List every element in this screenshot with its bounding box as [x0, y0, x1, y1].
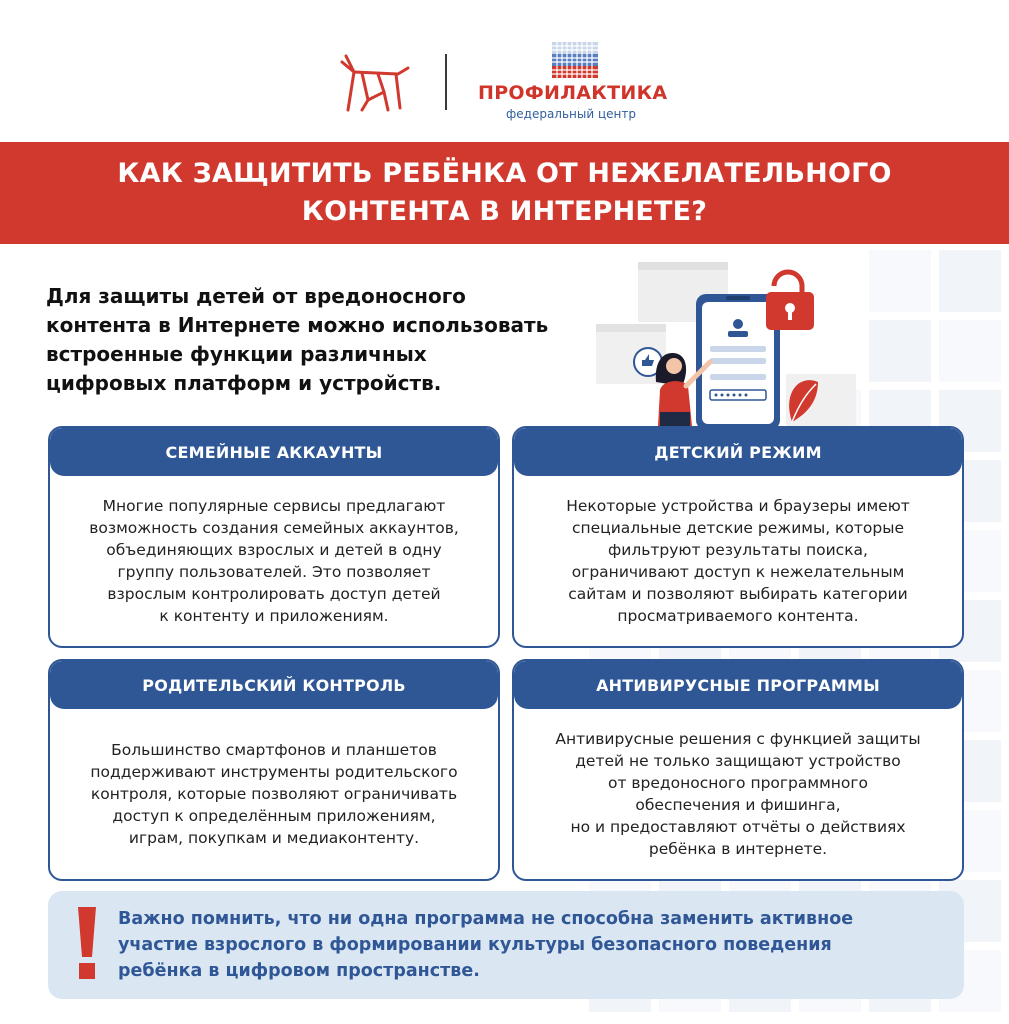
phone-security-illustration — [596, 262, 866, 432]
note-text: Важно помнить, что ни одна программа не способна заменить активное участие взрослого в формировании культуры безопасного поведения ребёнка в цифровом пространстве. — [118, 909, 854, 981]
card-body — [50, 476, 498, 646]
profilaktika-logo — [478, 42, 678, 122]
card-body — [514, 476, 962, 646]
header-logos — [0, 38, 1009, 130]
card-text: Некоторые устройства и браузеры имеют специальные детские режимы, которые фильтруют результаты поиска, ограничивают доступ к нежелательным сайтам и позволяют выбирать категории просматриваемого контента. — [566, 497, 910, 625]
important-note — [48, 891, 964, 999]
card-text: Антивирусные решения с функцией защиты детей не только защищают устройство от вредоносного программного обеспечения и фишинга, но и предоставляют отчёты о действиях ребёнка в интернете. — [555, 730, 921, 858]
card-family-accounts — [48, 426, 500, 648]
card-title: СЕМЕЙНЫЕ АККАУНТЫ — [50, 428, 498, 476]
card-title: АНТИВИРУСНЫЕ ПРОГРАММЫ — [514, 661, 962, 709]
exclamation-icon — [76, 907, 98, 979]
card-kids-mode — [512, 426, 964, 648]
card-antivirus — [512, 659, 964, 881]
card-text: Многие популярные сервисы предлагают возможность создания семейных аккаунтов, объединяющих взрослых и детей в одну группу пользователей. Это позволяет взрослым контролировать доступ детей к контенту и приложениям. — [89, 497, 459, 625]
intro-text: Для защиты детей от вредоносного контента в Интернете можно использовать встроенные функции различных цифровых платформ и устройств. — [46, 284, 549, 395]
card-text: Большинство смартфонов и планшетов поддерживают инструменты родительского контроля, которые позволяют ограничивать доступ к определённым приложениям, играм, покупкам и медиаконтенту. — [90, 741, 458, 847]
card-title: ДЕТСКИЙ РЕЖИМ — [514, 428, 962, 476]
chair-logo-icon — [338, 52, 412, 114]
logo-divider — [445, 54, 447, 110]
title-banner — [0, 142, 1009, 244]
brand-name: ПРОФИЛАКТИКА — [478, 82, 668, 104]
card-body — [514, 709, 962, 879]
page-title: КАК ЗАЩИТИТЬ РЕБЁНКА ОТ НЕЖЕЛАТЕЛЬНОГО КОНТЕНТА В ИНТЕРНЕТЕ? — [117, 158, 892, 227]
card-title: РОДИТЕЛЬСКИЙ КОНТРОЛЬ — [50, 661, 498, 709]
brand-subtitle: федеральный центр — [506, 107, 636, 121]
card-body — [50, 709, 498, 879]
grid-flag-icon — [552, 42, 598, 78]
card-parental-control — [48, 659, 500, 881]
